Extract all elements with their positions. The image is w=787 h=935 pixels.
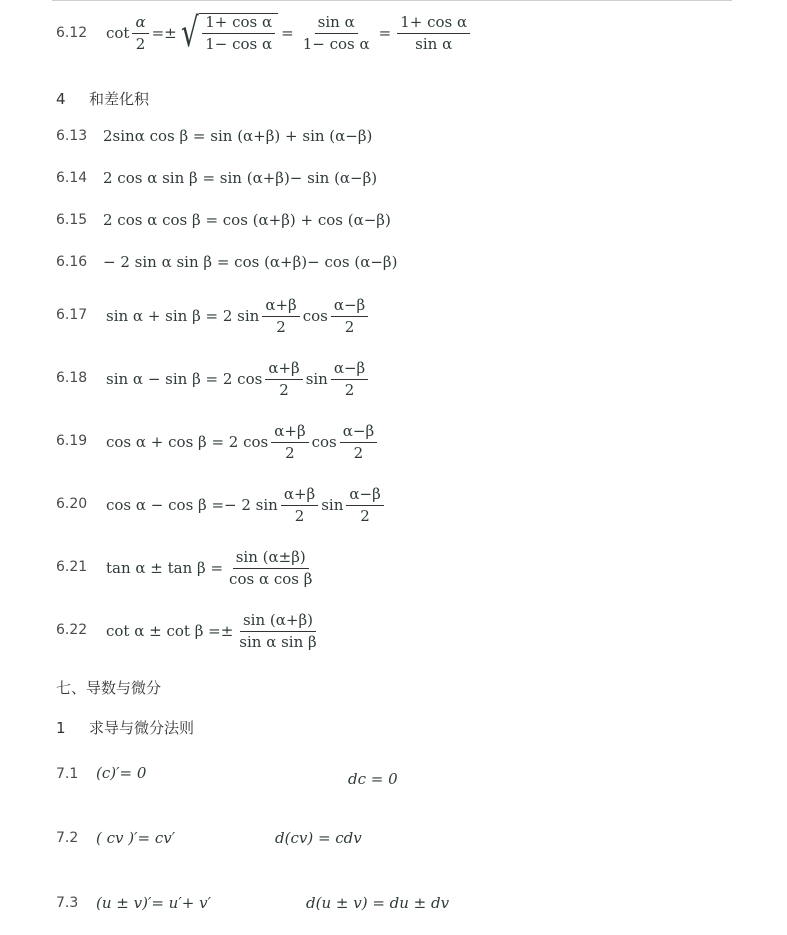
formula-body: sin α − sin β = 2 cos $\frac{\alpha+\beta}{2}$ sin $\frac{\alpha-\beta}{2}$ — [106, 356, 371, 402]
formula-number: 7.2 — [56, 830, 79, 846]
derivative-rule: (c)′= 0 — [96, 764, 147, 782]
formula-number: 6.20 — [56, 496, 88, 512]
formula-6-17 — [0, 293, 787, 339]
formula-body: tan α ± tan β = $\frac{\sin (\alpha\pm\beta)}{\text{cos α cos β}}$ — [106, 547, 313, 588]
formula-body: 2 cos α sin β = sin (α+β)− sin (α−β) — [103, 169, 378, 187]
formula-6-12 — [0, 8, 787, 58]
formula-body: cos α + cos β = 2 cos $\frac{\alpha+\beta}{2}$ cos $\frac{\alpha-\beta}{2}$ — [106, 419, 380, 465]
differential-rule: d(u ± v) = du ± dv — [306, 894, 450, 912]
formula-body — [106, 8, 473, 58]
formula-6-21 — [0, 545, 787, 591]
formula-body: − 2 sin α sin β = cos (α+β)− cos (α−β) — [103, 253, 398, 271]
formula-number: 6.22 — [56, 622, 88, 638]
chapter-heading-derivatives: 七、导数与微分 — [56, 679, 162, 697]
section-heading-sum-to-product: 4 和差化积 — [56, 90, 150, 108]
top-rule — [52, 0, 732, 1]
formula-number: 7.3 — [56, 895, 79, 911]
square-root: √ $\frac{\text{1+ cos α}}{\text{1− cos α}}$ — [177, 13, 278, 53]
formula-6-19 — [0, 419, 787, 465]
formula-number: 6.16 — [56, 254, 88, 270]
formula-number: 6.17 — [56, 307, 88, 323]
formula-number: 6.12 — [56, 25, 88, 41]
formula-body: cos α − cos β =− 2 sin $\frac{\alpha+\beta}{2}$ sin $\frac{\alpha-\beta}{2}$ — [106, 482, 387, 528]
formula-body: cot α ± cot β =± $\frac{\sin (\alpha+\beta)}{\text{sin α sin β}}$ — [106, 610, 317, 651]
formula-6-18 — [0, 356, 787, 402]
formula-body: sin α + sin β = 2 sin $\frac{\alpha+\beta}{2}$ cos $\frac{\alpha-\beta}{2}$ — [106, 293, 371, 339]
fraction: $\frac{\text{sin α}}{\text{1− cos α}}$ — [302, 12, 370, 53]
formula-number: 6.13 — [56, 128, 88, 144]
differential-rule: d(cv) = cdv — [275, 829, 362, 847]
formula-body: 2sinα cos β = sin (α+β) + sin (α−β) — [103, 127, 373, 145]
formula-number: 7.1 — [56, 766, 79, 782]
derivative-rule: ( cv )′= cv′ — [96, 829, 176, 847]
operator: =± — [151, 24, 177, 42]
section-heading-derivative-rules: 1 求导与微分法则 — [56, 719, 195, 737]
fraction: $\frac{\alpha}{2}$ — [132, 14, 148, 53]
formula-6-22 — [0, 608, 787, 654]
formula-body: 2 cos α cos β = cos (α+β) + cos (α−β) — [103, 211, 391, 229]
formula-6-20 — [0, 482, 787, 528]
differential-rule: dc = 0 — [348, 770, 398, 788]
formula-number: 6.15 — [56, 212, 88, 228]
operator: = — [281, 24, 294, 42]
cot-term: cot — [106, 24, 130, 42]
derivative-rule: (u ± v)′= u′+ v′ — [96, 894, 211, 912]
formula-number: 6.21 — [56, 559, 88, 575]
formula-number: 6.19 — [56, 433, 88, 449]
fraction: $\frac{\text{1+ cos α}}{\text{sin α}}$ — [397, 14, 470, 53]
formula-number: 6.14 — [56, 170, 88, 186]
formula-number: 6.18 — [56, 370, 88, 386]
operator: = — [378, 24, 392, 42]
